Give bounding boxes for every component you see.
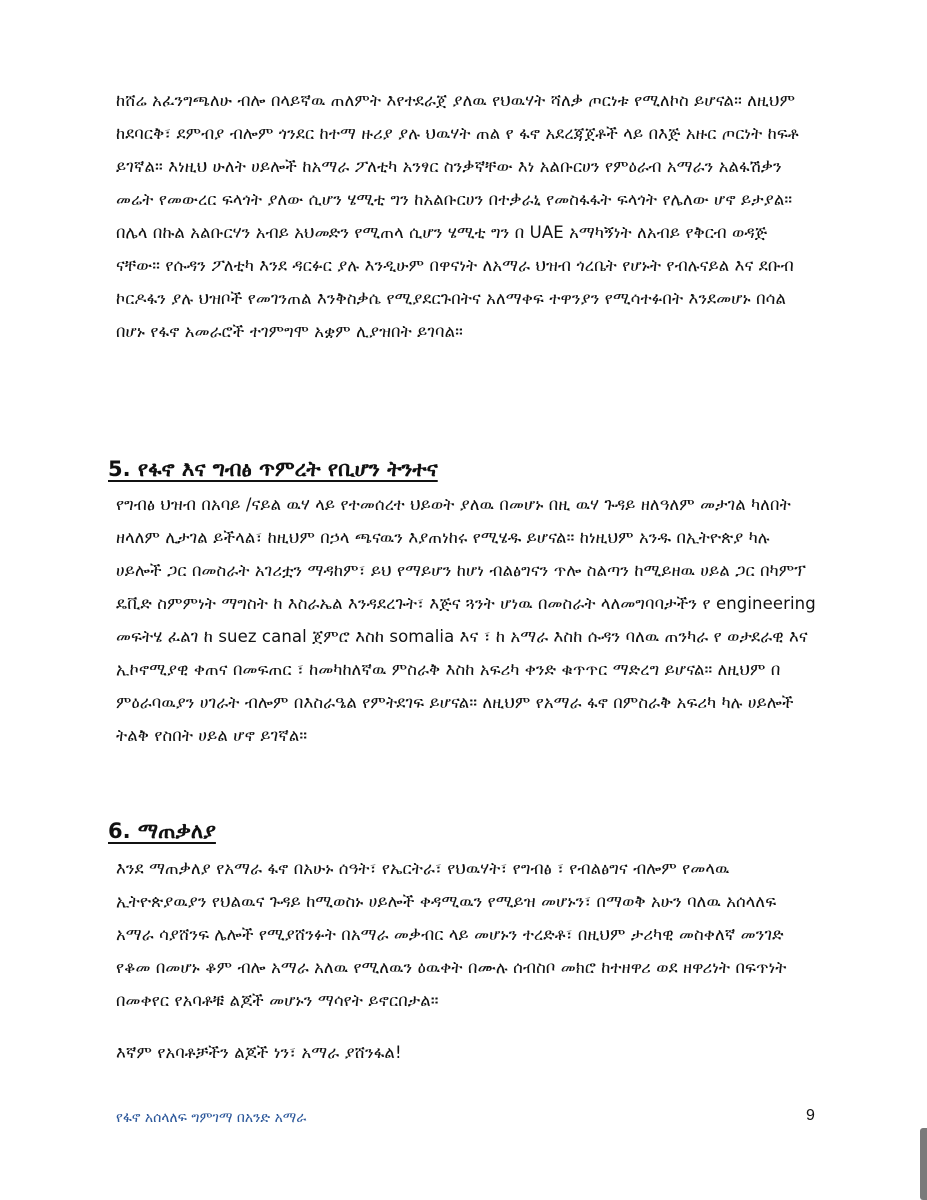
section-heading-6: 6. ማጠቃለያ xyxy=(108,819,216,843)
paragraph-3: እንደ ማጠቃለያ የአማራ ፋኖ በአሁኑ ሰዓት፣ የኤርትራ፣ የህዉሃት፣ የግብፅ ፣ የብልፅግና ብሎም የመላዉ ኢትዮጵያዉያን የህልዉና ጉዳይ ከሚወስኑ ሀይሎች ቀዳሚዉን የሚይዝ መሆኑን፣ በማወቅ አሁን ባለዉ አሰላለፍ አማራ ሳያሸንፍ ሌሎች የሚያሸንፉት በአማራ መቃብር ላይ መሆኑን ተረድቶ፣ በዚህም ታሪካዊ መስቀለኛ መንገድ የቆመ በመሆኑ ቆም ብሎ አማራ አለዉ የሚለዉን ዕዉቀት በሙሉ ሰብስቦ መክሮ ከተዘዋሪ ወደ ዘዋሪነት በፍጥነት በመቀየር የአባቶቹ ልጆች መሆኑን ማሳየት ይኖርበታል። xyxy=(116,859,787,1010)
scrollbar-thumb[interactable] xyxy=(920,1128,927,1200)
footer-title: የፋኖ አሰላለፍ ግምገማ በአንድ አማራ xyxy=(116,1110,307,1126)
page-number: 9 xyxy=(806,1107,815,1124)
paragraph-2: የግብፅ ህዝብ በአባይ /ናይል ዉሃ ላይ የተመሰረተ ህይወት ያለዉ በመሆኑ በዚ ዉሃ ጉዳይ ዘለዓለም መታገል ካለበት ዘላለም ሊታገል ይችላል፣ ከዚህም በኃላ ጫናዉን እያጠነከሩ የሚሄዱ ይሆናል። ከነዚህም አንዱ በኢትዮጵያ ካሉ ሀይሎች ጋር በመስራት አገሪቷን ማዳከም፣ ይህ የማይሆን ከሆነ ብልፅግናን ጥሎ ስልጣን ከሚይዘዉ ሀይል ጋር በካምፕ ዴቪድ ስምምነት ማግስት ከ እስራኤል እንዳደረጉት፣ እጅና ጓንት ሆነዉ በመስራት ላለመግባባታችን የ engineering መፍትሄ ፈልገ ከ suez canal ጀምሮ እስከ somalia እና ፣ ከ አማራ እስከ ሱዳን ባለዉ ጠንካራ የ ወታደራዊ እና ኢኮኖሚያዊ ቀጠና በመፍጠር ፣ ከመካከለኛዉ ምስራቅ እስከ አፍሪካ ቀንድ ቁጥጥር ማድረግ ይሆናል። ለዚህም በ ምዕራባዉያን ሀገራት ብሎም በእስራዔል የምትደገፍ ይሆናል። ለዚህም የአማራ ፋኖ በምስራቅ አፍሪካ ካሉ ሀይሎች ትልቅ የስበት ሀይል ሆኖ ይገኛል። xyxy=(116,495,816,745)
closing-line: እኛም የአባቶቻችን ልጆች ነን፣ አማራ ያሸንፋል! xyxy=(116,1043,402,1062)
paragraph-1: ከሸሬ አፈንግጫለሁ ብሎ በላይኛዉ ጠለምት እየተደራጀ ያለዉ የህዉሃት ሻለቃ ጦርነቱ የሚለኮስ ይሆናል። ለዚህም ከደባርቅ፣ ደምብያ ብሎም ጎንደር ከተማ ዙሪያ ያሉ ህዉሃት ጠል የ ፋኖ አደረጃጀቶች ላይ በእጅ አዙር ጦርነት ከፍቶ ይገኛል። እነዚህ ሁለት ሀይሎች ከአማራ ፖለቲካ አንፃር ስንቃኛቸው እነ አልቡርሀን የምዕራብ አማራን አልፋሽቃን መሬት የመውረር ፍላጎት ያለው ሲሆን ሄሚቲ ግን ከአልቡርሀን በተቃራኒ የመስፋፋት ፍላጎት የሌለው ሆኖ ይታያል። በሌላ በኩል አልቡርሃን አብይ አህመድን የሚጠላ ሲሆን ሄሚቲ ግን በ UAE አማካኝነት ለአብይ የቅርብ ወዳጅ ናቸው። የሱዳን ፖለቲካ እንደ ዳርፉር ያሉ እንዲሁም በዋናነት ለአማራ ህዝብ ጎረቤት የሆኑት የብሉናይል እና ደቡብ ኮርዶፋን ያሉ ህዝቦች የመገንጠል እንቅስቃሴ የሚያደርጉበትና አለማቀፍ ተዋንያን የሚሳተፉበት እንደመሆኑ በሳል በሆኑ የፋኖ አመራሮች ተገምግሞ አቋም ሊያዝበት ይገባል። xyxy=(116,91,799,341)
section-heading-5: 5. የፋኖ እና ግብፅ ጥምረት የቢሆን ትንተና xyxy=(108,457,438,481)
